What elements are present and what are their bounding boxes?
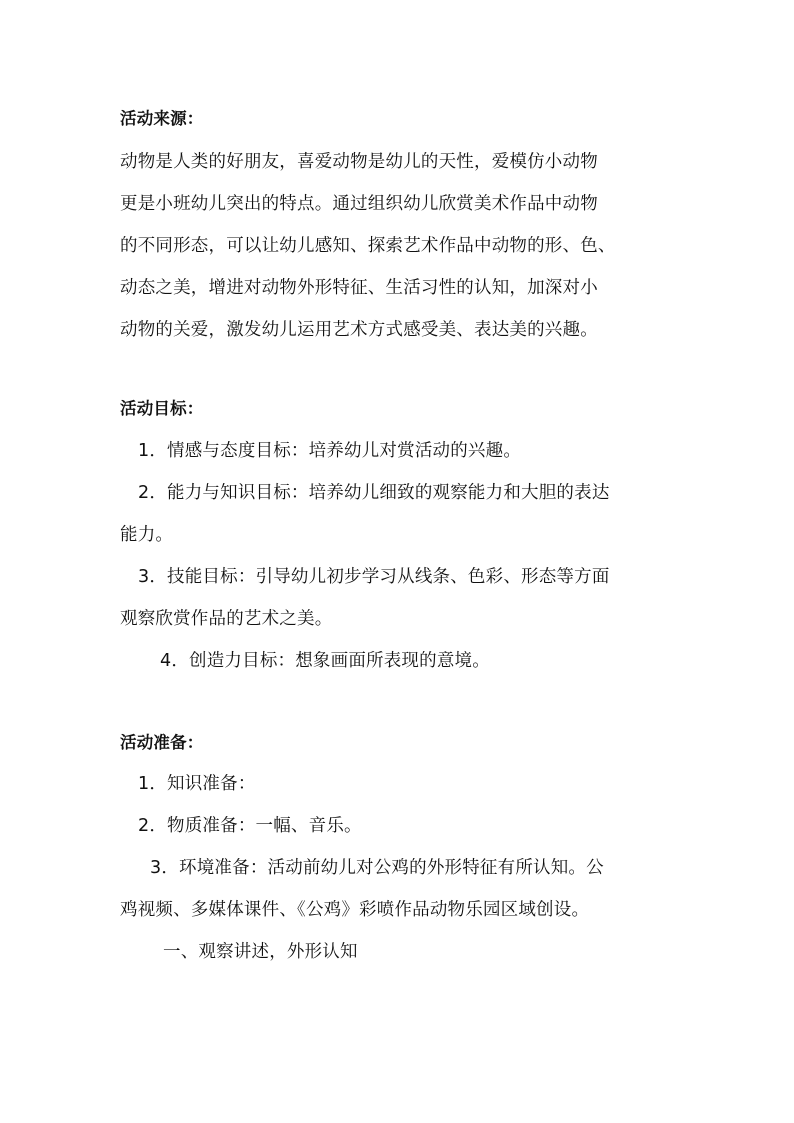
source-line-4: 动态之美，增进对动物外形特征、生活习性的认知，加深对小 [120, 278, 598, 298]
prep-item-3-cont: 鸡视频、多媒体课件、《公鸡》彩喷作品动物乐园区域创设。 [120, 900, 590, 920]
goal-item-1: 1．情感与态度目标：培养幼儿对赏活动的兴趣。 [138, 441, 522, 461]
section-heading-source: 活动来源： [120, 109, 204, 128]
goal-item-3-cont: 观察欣赏作品的艺术之美。 [120, 609, 333, 629]
goal-item-4: 4．创造力目标：想象画面所表现的意境。 [160, 651, 490, 671]
process-step-1: 一、观察讲述，外形认知 [163, 942, 358, 962]
prep-item-1: 1．知识准备： [138, 774, 256, 794]
prep-item-3: 3．环境准备：活动前幼儿对公鸡的外形特征有所认知。公 [150, 858, 604, 878]
source-line-5: 动物的关爱，激发幼儿运用艺术方式感受美、表达美的兴趣。 [120, 320, 598, 340]
prep-item-2: 2．物质准备：一幅、音乐。 [138, 816, 362, 836]
source-line-3: 的不同形态，可以让幼儿感知、探索艺术作品中动物的形、色、 [120, 236, 616, 256]
section-heading-prep: 活动准备： [120, 733, 204, 752]
source-line-2: 更是小班幼儿突出的特点。通过组织幼儿欣赏美术作品中动物 [120, 194, 598, 214]
section-heading-goals: 活动目标： [120, 399, 204, 418]
goal-item-3: 3．技能目标：引导幼儿初步学习从线条、色彩、形态等方面 [138, 567, 610, 587]
goal-item-2: 2．能力与知识目标：培养幼儿细致的观察能力和大胆的表达 [138, 483, 610, 503]
goal-item-2-cont: 能力。 [120, 525, 174, 545]
source-line-1: 动物是人类的好朋友，喜爱动物是幼儿的天性，爱模仿小动物 [120, 152, 598, 172]
